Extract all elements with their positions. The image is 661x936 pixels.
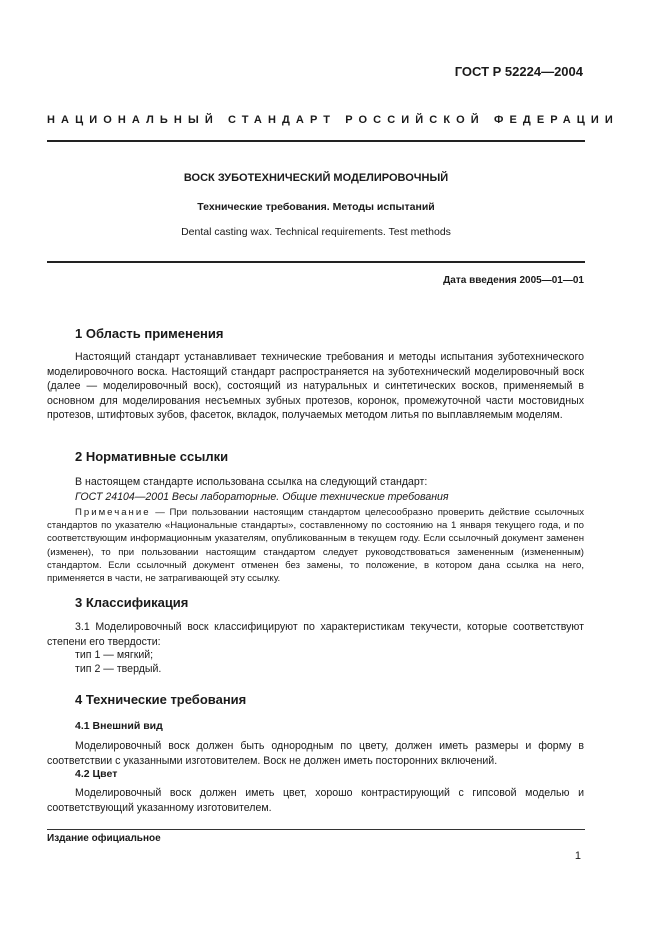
national-standard-banner: НАЦИОНАЛЬНЫЙ СТАНДАРТ РОССИЙСКОЙ ФЕДЕРАЦИИ	[47, 114, 619, 126]
note-label: Примечание	[75, 507, 151, 518]
section-2-heading: 2 Нормативные ссылки	[75, 449, 229, 464]
introduction-date: Дата введения 2005—01—01	[443, 275, 584, 286]
page-number: 1	[574, 850, 581, 862]
note-text: — При пользовании настоящим стандартом целесообразно проверить действие ссылочных стандартов по указателю «Национальные стандарты», составленному по состоянию на 1 января текущего года, и по соответствующим информационным указателям, опубликованным в текущем году. Если ссылочный документ заменен (изменен), то при пользовании настоящим стандартом следует руководствоваться замененным (измененным) стандартом. Если ссылочный документ отменен без замены, то положение, в котором дана ссылка на него, применяется в части, не затрагивающей эту ссылку.	[47, 507, 584, 585]
section-3-heading: 3 Классификация	[75, 595, 189, 610]
footer-rule	[47, 829, 585, 830]
document-title: ВОСК ЗУБОТЕХНИЧЕСКИЙ МОДЕЛИРОВОЧНЫЙ	[183, 172, 449, 184]
subsection-4-2-paragraph: Моделировочный воск должен иметь цвет, хорошо контрастирующий с гипсовой моделью и соответствующий указанному изготовителем.	[47, 787, 584, 814]
type-2-item: тип 2 — твердый.	[75, 663, 162, 675]
type-1-item: тип 1 — мягкий;	[75, 649, 154, 661]
section-1-heading: 1 Область применения	[75, 326, 224, 341]
title-rule	[47, 261, 585, 263]
document-subtitle: Технические требования. Методы испытаний	[197, 201, 435, 213]
document-title-english: Dental casting wax. Technical requirements. Test methods	[181, 226, 451, 238]
section-3-paragraph: 3.1 Моделировочный воск классифицируют по характеристикам текучести, которые соответствуют степени его твердости:	[47, 621, 584, 648]
subsection-4-1-paragraph: Моделировочный воск должен быть однородным по цвету, должен иметь размеры и форму в соответствии с указанными изготовителем. Воск не должен иметь посторонних включений.	[47, 740, 584, 767]
edition-label: Издание официальное	[47, 833, 161, 844]
section-2-note	[47, 506, 584, 585]
subsection-4-2-heading: 4.2 Цвет	[75, 768, 118, 780]
section-1-paragraph: Настоящий стандарт устанавливает технические требования и методы испытания зуботехнического моделировочного воска. Настоящий стандарт распространяется на зуботехнический моделировочный воск (далее — моделировочный воск), состоящий из натуральных и синтетических восков, применяемый в основном для моделирования несъемных зубных протезов, коронок, промежуточной части мостовидных протезов, штифтовых зубов, фасеток, вкладок, получаемых методом литья по выплавляемым моделям.	[47, 351, 584, 422]
section-4-heading: 4 Технические требования	[75, 692, 247, 707]
section-2-intro: В настоящем стандарте использована ссылка на следующий стандарт:	[75, 476, 428, 488]
subsection-4-1-heading: 4.1 Внешний вид	[75, 720, 163, 732]
section-2-reference: ГОСТ 24104—2001 Весы лабораторные. Общие технические требования	[75, 491, 449, 503]
document-id: ГОСТ Р 52224—2004	[454, 64, 583, 79]
header-rule	[47, 140, 585, 142]
